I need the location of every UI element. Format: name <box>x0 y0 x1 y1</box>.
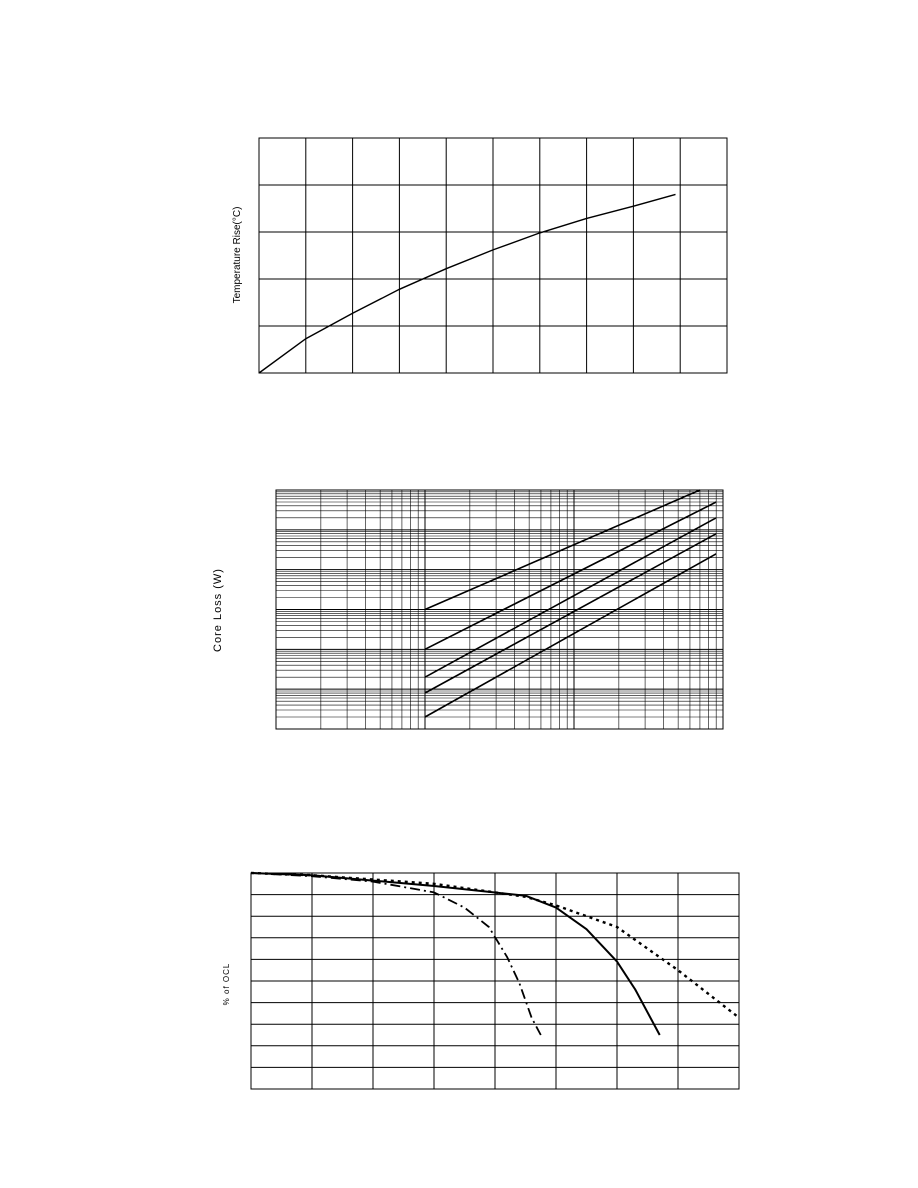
temperature-rise-curve <box>259 194 676 373</box>
y-axis-label: % of OCL <box>222 962 231 1006</box>
y-axis-label: Temperature Rise(°C) <box>232 206 243 304</box>
temperature-rise-chart <box>232 138 727 373</box>
core-loss-chart <box>212 490 723 729</box>
ocl-curve-dash-dot <box>251 873 541 1035</box>
y-axis-label: Core Loss (W) <box>212 568 224 652</box>
ocl-chart <box>222 873 739 1089</box>
